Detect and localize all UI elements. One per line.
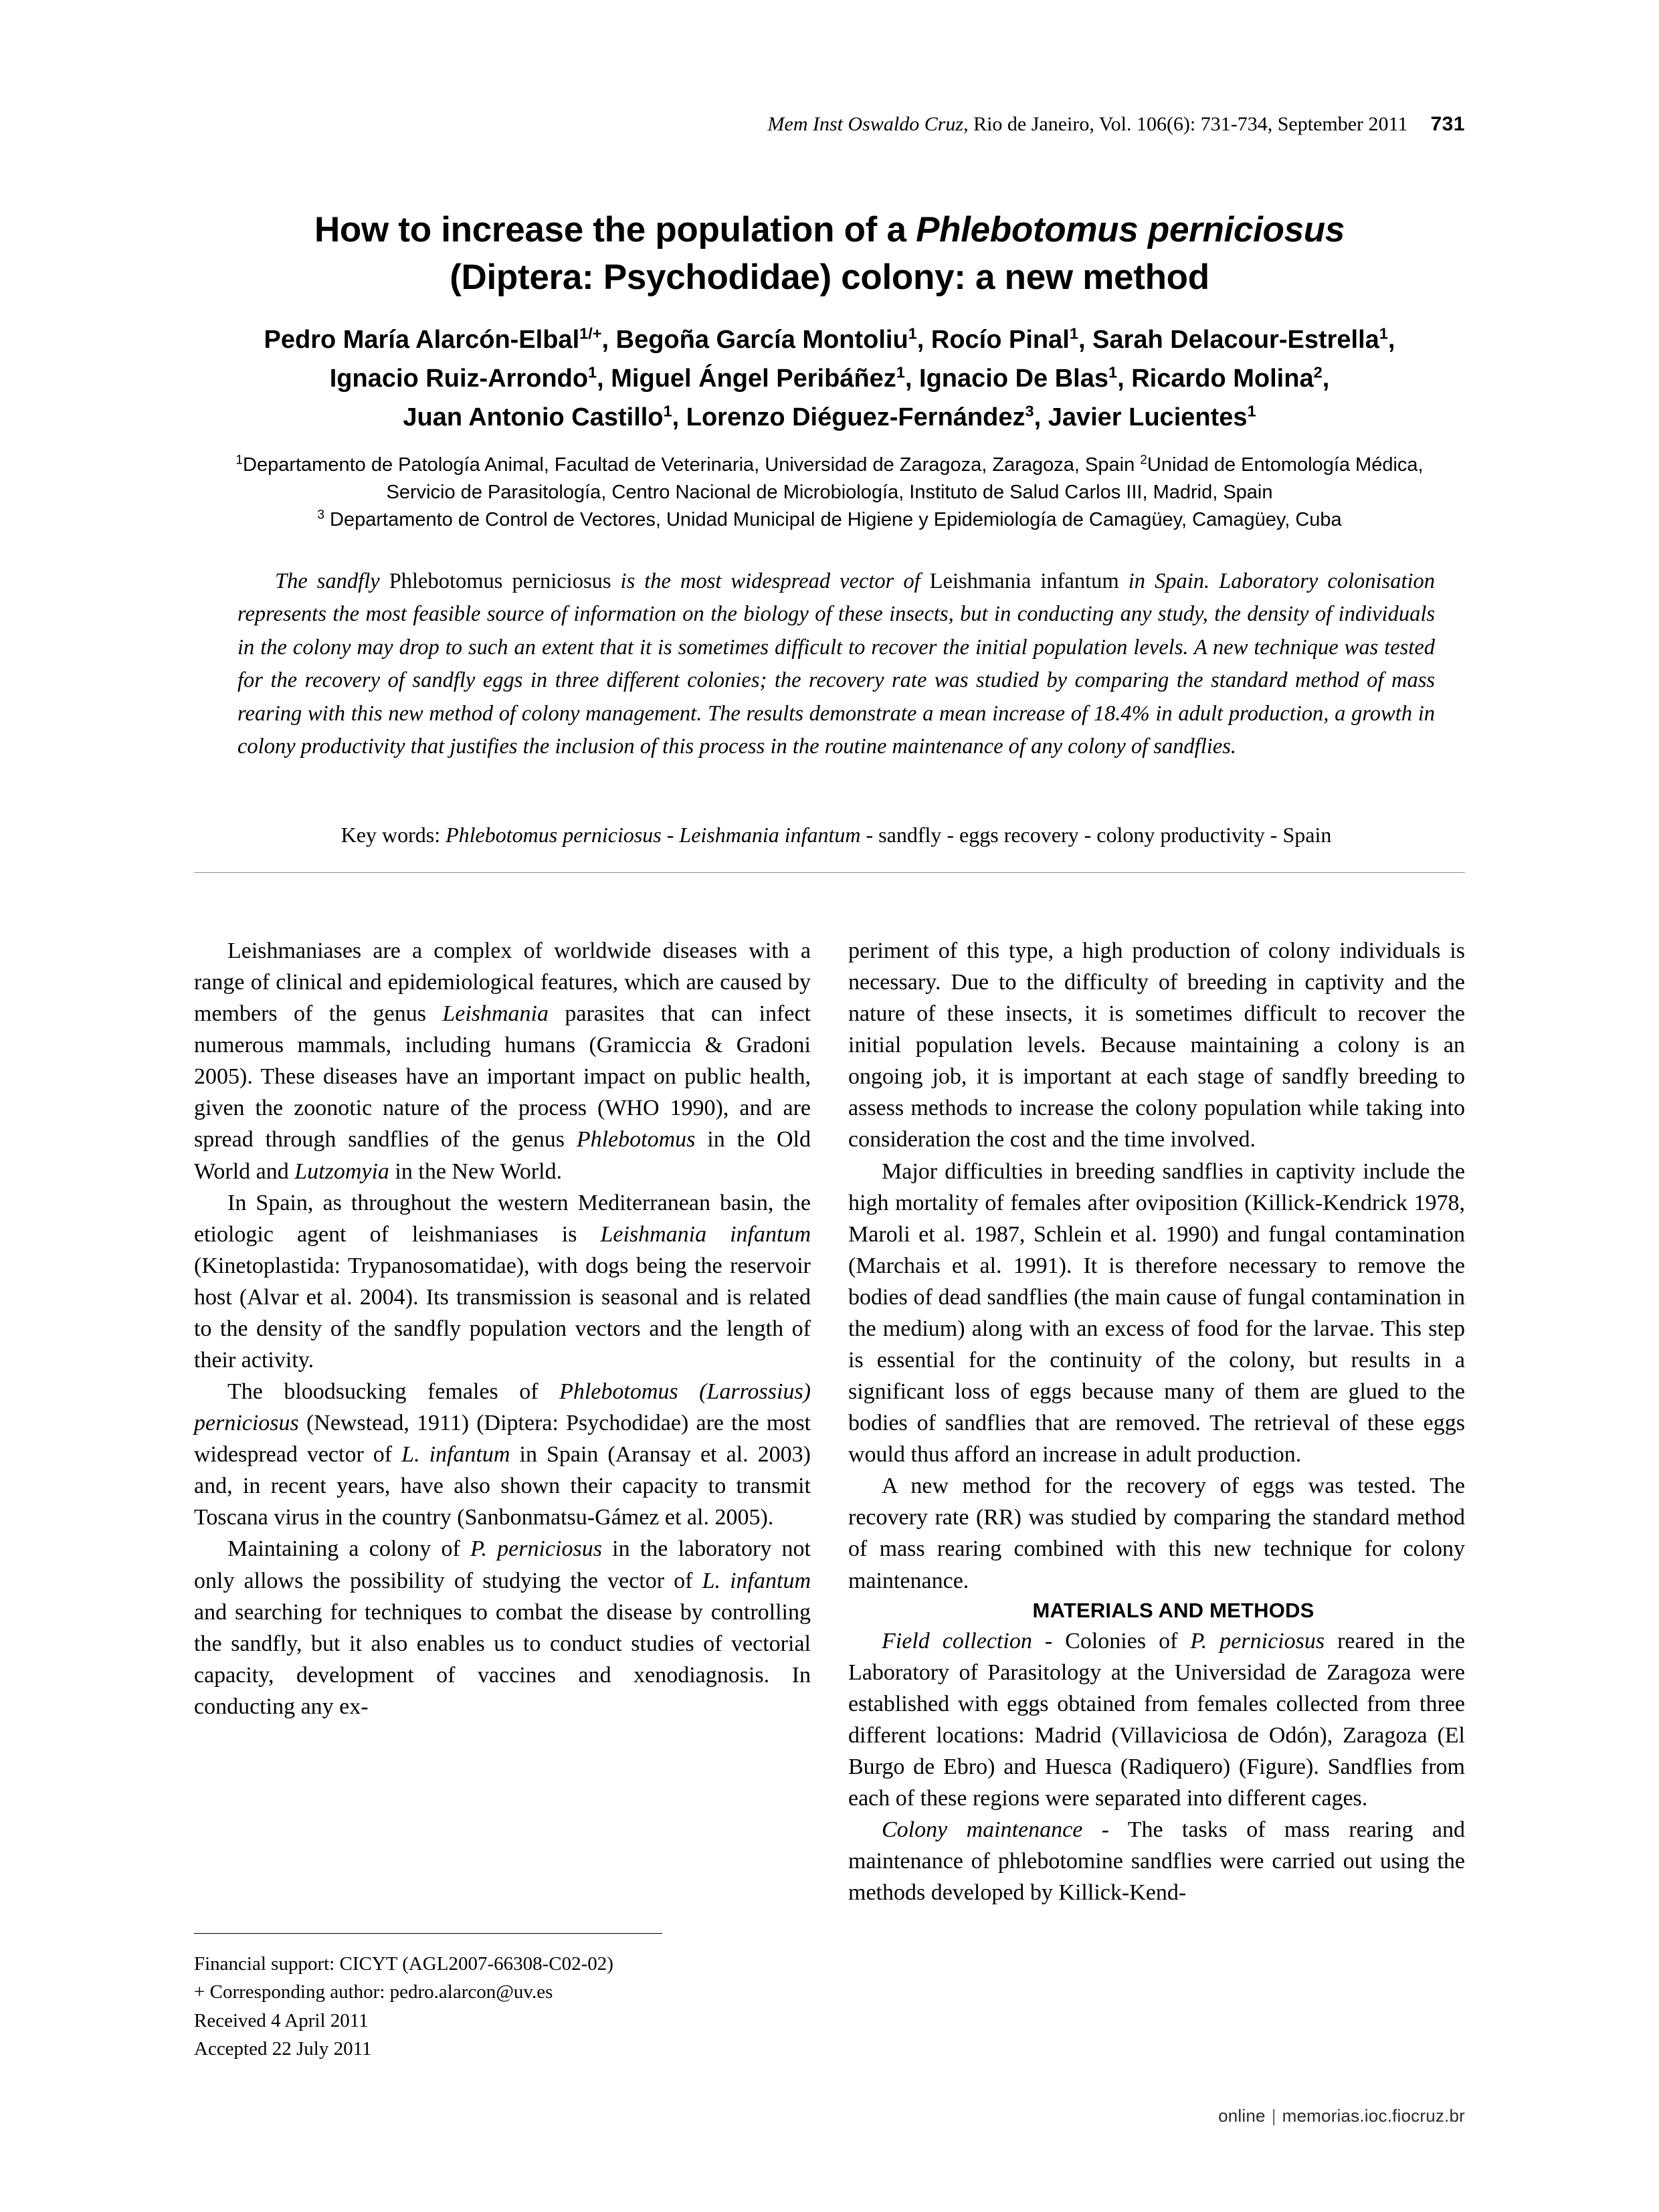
footer-online-label: online <box>1218 2106 1266 2126</box>
keyword-species-2: Leishmania infantum <box>679 823 861 847</box>
author-name: , Rocío Pinal <box>916 326 1070 354</box>
author-name: , Begoña García Montoliu <box>601 326 908 354</box>
paragraph <box>194 1187 811 1376</box>
paragraph <box>848 1814 1465 1908</box>
paragraph <box>848 1625 1465 1814</box>
paragraph <box>194 1376 811 1533</box>
paragraph-text: in the New World. <box>389 1159 563 1184</box>
footnote-corresponding-author: + Corresponding author: pedro.alarcon@uv.es <box>194 1981 553 2003</box>
paragraph-text: - Colonies of <box>1032 1628 1191 1653</box>
page-number: 731 <box>1430 113 1465 135</box>
species-name: Lutzomyia <box>294 1159 389 1184</box>
author-affiliation-marker: 1/+ <box>579 324 602 342</box>
author-affiliation-marker: 3 <box>1025 401 1034 419</box>
species-name: Phlebotomus <box>576 1127 696 1152</box>
page-footer <box>848 2106 1465 2126</box>
article-title <box>194 206 1465 301</box>
subsection-heading-colony-maintenance: Colony maintenance <box>882 1817 1083 1843</box>
affiliation-list <box>181 451 1478 534</box>
author-affiliation-marker: 1 <box>908 324 917 342</box>
author-affiliation-marker: 1 <box>896 363 905 381</box>
paragraph-text: In Spain, as throughout the western Mediterranean basin, the etiologic agent of leishmaniases is <box>194 1190 811 1247</box>
journal-citation: , Rio de Janeiro, Vol. 106(6): 731-734, September 2011 <box>963 113 1408 135</box>
header-divider <box>194 872 1465 873</box>
affiliation-text: Departamento de Control de Vectores, Unidad Municipal de Higiene y Epidemiología de Camagüey, Camagüey, Cuba <box>324 509 1342 531</box>
affiliation-marker: 2 <box>1140 453 1147 468</box>
paragraph-text: and searching for techniques to combat the disease by controlling the sandfly, but it also enables us to conduct studies of vectorial capacity, development of vaccines and xenodiagnosis. In conducting any ex- <box>194 1599 811 1719</box>
author-affiliation-marker: 2 <box>1313 363 1323 381</box>
subsection-heading-field-collection: Field collection <box>882 1628 1032 1653</box>
paragraph-text: A new method for the recovery of eggs was tested. The recovery rate (RR) was studied by comparing the standard method of mass rearing combined with this new technique for colony maintenance. <box>848 1474 1465 1593</box>
paragraph <box>194 935 811 1187</box>
footnote-divider <box>194 1933 662 1934</box>
author-affiliation-marker: 1 <box>663 401 672 419</box>
affiliation-line-3 <box>181 506 1478 534</box>
author-name: , Ricardo Molina <box>1117 364 1314 393</box>
paragraph-text: Major difficulties in breeding sandflies in captivity include the high mortality of females after oviposition (Killick-Kendrick 1978, Maroli et al. 1987, Schlein et al. 1990) and fungal contamination (Marchais et al. 1991). It is therefore necessary to remove the bodies of dead sandflies (the main cause of fungal contamination in the medium) along with an excess of food for the larvae. This step is essential for the continuity of the colony, but results in a significant loss of eggs because many of them are glued to the bodies of sandflies that are removed. The retrieval of these eggs would thus afford an increase in adult production. <box>848 1159 1465 1468</box>
author-name: , Miguel Ángel Peribáñez <box>597 364 896 393</box>
running-head <box>194 112 1465 136</box>
section-heading-materials-and-methods: MATERIALS AND METHODS <box>1032 1598 1314 1622</box>
keyword-separator: - <box>661 823 680 847</box>
author-name: , Ignacio De Blas <box>904 364 1108 393</box>
species-name: Phlebotomus (Larrossius) perniciosus <box>194 1379 811 1436</box>
author-affiliation-marker: 1 <box>1069 324 1078 342</box>
paragraph-text: Leishmaniases are a complex of worldwide diseases with a range of clinical and epidemiological features, which are caused by members of the genus <box>194 938 811 1027</box>
paragraph-text: Maintaining a colony of <box>227 1536 471 1562</box>
keyword-rest: - sandfly - eggs recovery - colony productivity - Spain <box>860 823 1332 847</box>
keywords-label: Key words: <box>340 823 446 847</box>
affiliation-text: Departamento de Patología Animal, Facultad de Veterinaria, Universidad de Zaragoza, Zaragoza, Spain <box>243 454 1141 476</box>
affiliation-line-1 <box>181 451 1478 479</box>
affiliation-text: Unidad de Entomología Médica, <box>1147 454 1424 476</box>
species-name: P. perniciosus <box>1190 1628 1325 1653</box>
affiliation-line-2 <box>181 479 1478 506</box>
footnote-received-date: Received 4 April 2011 <box>194 2009 369 2031</box>
footnote-financial-support: Financial support: CICYT (AGL2007-66308-C02-02) <box>194 1953 613 1975</box>
journal-name: Mem Inst Oswaldo Cruz <box>767 113 964 135</box>
keyword-species-1: Phlebotomus perniciosus <box>446 823 662 847</box>
abstract-species-2: Leishmania infantum <box>929 569 1119 593</box>
affiliation-marker: 1 <box>235 453 243 468</box>
author-line-1 <box>167 321 1492 360</box>
body-column-left <box>194 935 811 1722</box>
paragraph-text: in the laboratory not only allows the possibility of studying the vector of <box>194 1536 811 1593</box>
abstract-text: in Spain. Laboratory colonisation represents the most feasible source of information on the biology of these insects, but in conducting any study, the density of individuals in the colony may drop to such an extent that it is sometimes difficult to recover the initial population levels. A new technique was tested for the recovery of sandfly eggs in three different colonies; the recovery rate was studied by comparing the standard method of mass rearing with this new method of colony management. The results demonstrate a mean increase of 18.4% in adult production, a growth in colony productivity that justifies the inclusion of this process in the routine maintenance of any colony of sandflies. <box>237 569 1436 759</box>
author-separator: , <box>1387 326 1395 354</box>
abstract-species-1: Phlebotomus perniciosus <box>389 569 611 593</box>
paragraph <box>194 1533 811 1722</box>
keywords <box>237 820 1435 850</box>
paragraph-text: reared in the Laboratory of Parasitology at the Universidad de Zaragoza were established with eggs obtained from females collected from three different locations: Madrid (Villaviciosa de Odón), Zaragoza (El Burgo de Ebro) and Huesca (Radiquero) (Figure). Sandflies from each of these regions were separated into different cages. <box>848 1628 1466 1811</box>
paragraph-text: in Spain (Aransay et al. 2003) and, in recent years, have also shown their capacity to transmit Toscana virus in the country (Sanbonmatsu-Gámez et al. 2005). <box>194 1442 811 1530</box>
author-list <box>167 321 1492 437</box>
paragraph-text: (Kinetoplastida: Trypanosomatidae), with dogs being the reservoir host (Alvar et al. 2004). Its transmission is seasonal and is related to the density of the sandfly population vectors and the length of their activity. <box>194 1253 811 1373</box>
author-name: Ignacio Ruiz-Arrondo <box>329 364 589 393</box>
footnote-accepted-date: Accepted 22 July 2011 <box>194 2037 372 2059</box>
author-name: , Lorenzo Diéguez-Fernández <box>672 403 1026 431</box>
affiliation-marker: 3 <box>317 508 324 522</box>
article-title-species: Phlebotomus perniciosus <box>916 209 1345 249</box>
species-name: L. infantum <box>702 1568 811 1593</box>
affiliation-text: Servicio de Parasitología, Centro Nacional de Microbiología, Instituto de Salud Carlos III, Madrid, Spain <box>386 482 1273 504</box>
paragraph-text: periment of this type, a high production of colony individuals is necessary. Due to the difficulty of breeding in captivity and the nature of these insects, it is sometimes difficult to recover the initial population levels. Because maintaining a colony is an ongoing job, it is important at each stage of sandfly breeding to assess methods to increase the colony population while taking into consideration the cost and the time involved. <box>848 938 1465 1152</box>
author-name: Pedro María Alarcón-Elbal <box>264 326 580 354</box>
abstract <box>237 565 1435 763</box>
species-name: Leishmania <box>442 1001 549 1027</box>
author-affiliation-marker: 1 <box>1379 324 1388 342</box>
species-name: Leishmania infantum <box>600 1221 811 1247</box>
paragraph <box>848 1470 1465 1596</box>
paragraph-text: (Newstead, 1911) (Diptera: Psychodidae) are the most widespread vector of <box>194 1411 811 1468</box>
abstract-text: The sandfly <box>275 569 389 593</box>
author-name: Juan Antonio Castillo <box>403 403 664 431</box>
paragraph-text: parasites that can infect numerous mammals, including humans (Gramiccia & Gradoni 2005). These diseases have an important impact on public health, given the zoonotic nature of the process (WHO 1990), and are spread through sandflies of the genus <box>194 1001 811 1152</box>
footnote-block <box>194 1950 811 2063</box>
abstract-text: is the most widespread vector of <box>611 569 930 593</box>
author-affiliation-marker: 1 <box>1108 363 1118 381</box>
author-affiliation-marker: 1 <box>1247 401 1256 419</box>
footer-url: memorias.ioc.fiocruz.br <box>1282 2106 1465 2126</box>
paragraph-text: - The tasks of mass rearing and maintenance of phlebotomine sandflies were carried out using the methods developed by Killick-Kend- <box>848 1817 1465 1906</box>
article-title-line2: (Diptera: Psychodidae) colony: a new method <box>450 257 1209 297</box>
species-name: P. perniciosus <box>470 1536 602 1562</box>
footer-separator: | <box>1271 2106 1276 2126</box>
author-separator: , <box>1322 364 1330 393</box>
author-line-3 <box>167 399 1492 437</box>
author-name: , Sarah Delacour-Estrella <box>1078 326 1379 354</box>
paragraph <box>848 1156 1465 1471</box>
author-affiliation-marker: 1 <box>588 363 597 381</box>
paragraph <box>848 935 1465 1156</box>
author-line-2 <box>167 360 1492 399</box>
paragraph-text: The bloodsucking females of <box>227 1379 560 1405</box>
article-title-line1-prefix: How to increase the population of a <box>314 209 916 249</box>
body-column-right <box>848 935 1465 1908</box>
author-name: , Javier Lucientes <box>1034 403 1248 431</box>
paragraph-text: in the Old World and <box>194 1127 811 1184</box>
species-name: L. infantum <box>401 1442 510 1468</box>
